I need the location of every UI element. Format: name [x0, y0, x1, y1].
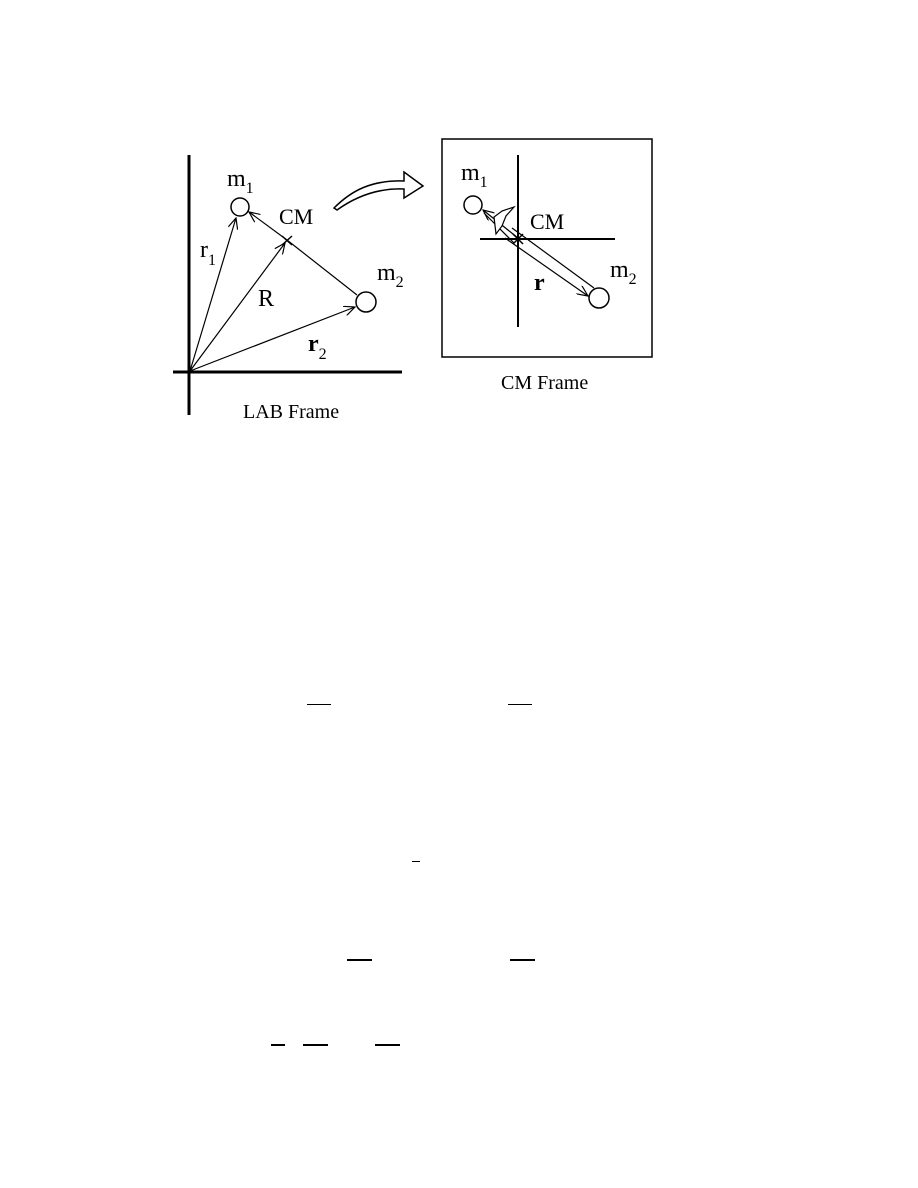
cm-r-vector-upper: [512, 228, 594, 288]
cm-arrow-flag: [494, 207, 514, 234]
fraction-bar: [508, 704, 532, 705]
fraction-bar: [375, 1044, 400, 1046]
cm-m1-label: $m_1$: [461, 160, 488, 191]
lab-cm-to-m2-line: [287, 240, 357, 295]
fraction-bar: [303, 1044, 328, 1046]
cm-r-label: r: [534, 270, 545, 296]
fraction-bar: [510, 959, 535, 961]
lab-R-label: R: [258, 286, 275, 312]
cm-m2-particle: [589, 288, 609, 308]
cm-frame-caption: CM Frame: [501, 372, 589, 394]
lab-cm-mark: [282, 236, 292, 245]
lab-frame-caption: LAB Frame: [243, 401, 340, 423]
lab-m1-particle: [231, 198, 249, 216]
cm-m1-particle: [464, 196, 482, 214]
lab-m2-particle: [356, 292, 376, 312]
lab-r2-label: $r_2$: [308, 331, 327, 363]
lab-m2-label: $m_2$: [377, 260, 404, 291]
fraction-bar: [307, 704, 331, 705]
lab-r1-vector: [190, 218, 236, 371]
cm-cm-label: CM: [530, 209, 565, 234]
fraction-bar: [271, 1044, 285, 1046]
transition-arrow-icon: [334, 172, 423, 210]
cm-frame-panel: [442, 139, 652, 394]
fraction-bar: [412, 861, 420, 862]
lab-m1-label: $m_1$: [227, 166, 254, 197]
lab-frame-panel: [173, 155, 404, 423]
lab-cm-label: CM: [279, 204, 314, 229]
fraction-bar: [347, 959, 372, 961]
lab-r2-vector: [190, 307, 355, 371]
cm-m2-label: $m_2$: [610, 257, 637, 288]
lab-r1-label: $r_1$: [200, 237, 216, 269]
